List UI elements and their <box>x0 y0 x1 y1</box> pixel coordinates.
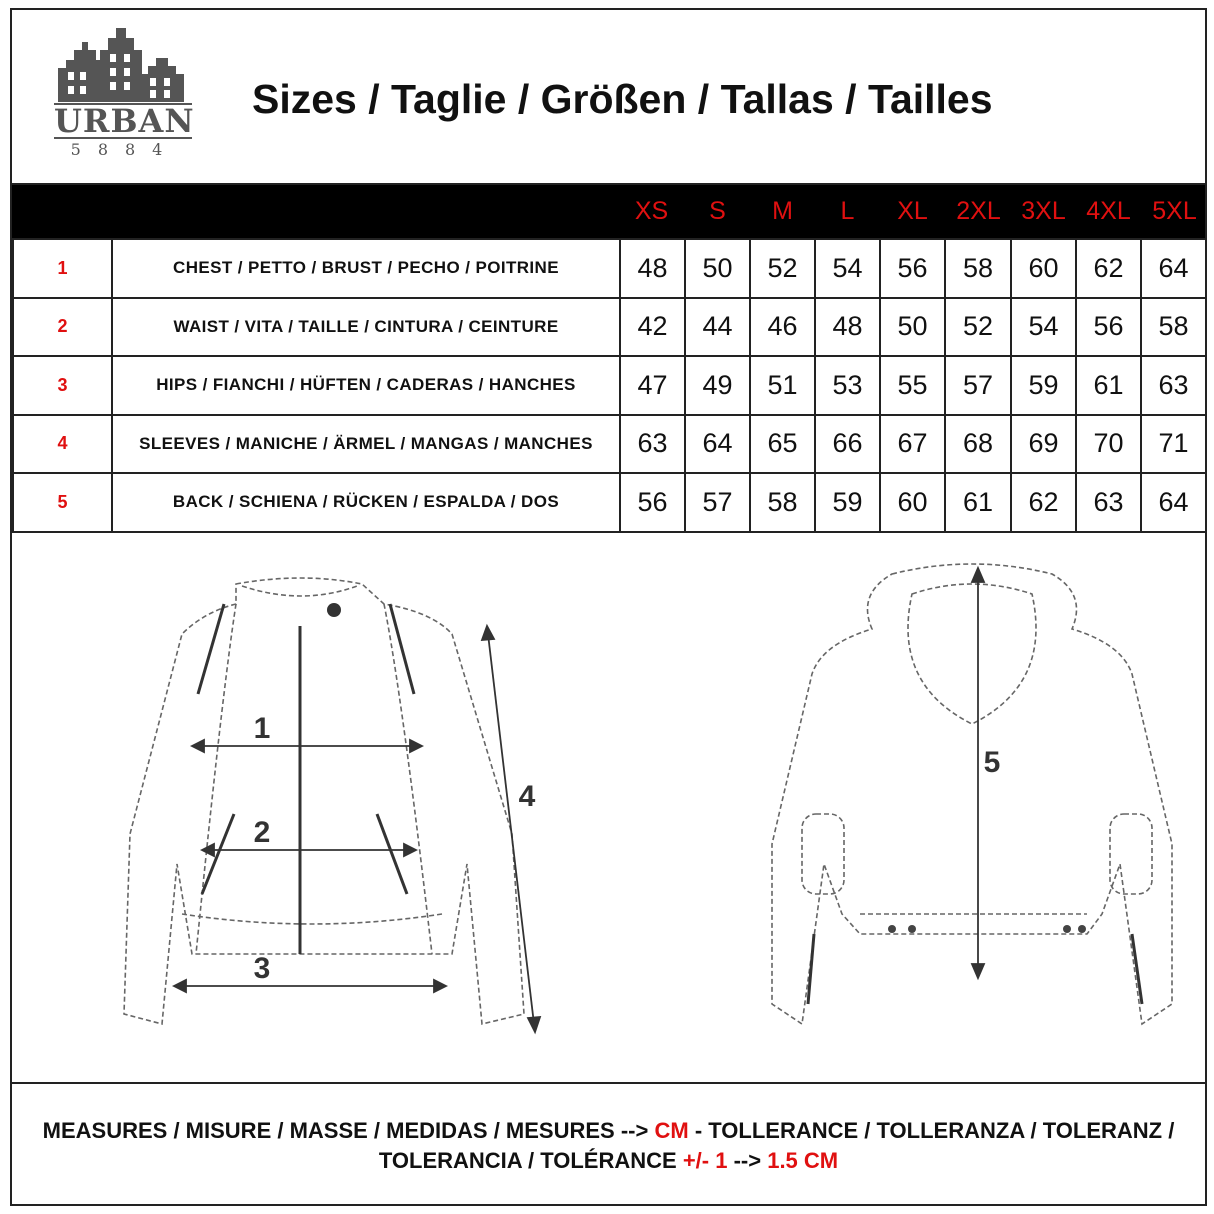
size-label-4xl: 4XL <box>1086 197 1131 225</box>
measure-value: 63 <box>1141 356 1206 415</box>
measure-value: 70 <box>1076 415 1141 474</box>
measure-value: 56 <box>880 239 945 298</box>
measure-value: 48 <box>620 239 685 298</box>
measure-value: 55 <box>880 356 945 415</box>
measure-value: 51 <box>750 356 815 415</box>
size-label-m: M <box>772 197 793 225</box>
measure-label: SLEEVES / MANICHE / ÄRMEL / MANGAS / MANCHES <box>112 415 620 474</box>
footer-tolerance-2: TOLERANCIA / TOLÉRANCE <box>378 1148 677 1173</box>
measure-value: 62 <box>1011 473 1076 532</box>
measure-value: 50 <box>685 239 750 298</box>
row-number: 3 <box>13 356 112 415</box>
measure-value: 65 <box>750 415 815 474</box>
measure-value: 56 <box>1076 298 1141 357</box>
back-jacket-outline <box>772 564 1172 1024</box>
measure-value: 60 <box>1011 239 1076 298</box>
size-label-l: L <box>840 197 855 225</box>
measure-label: WAIST / VITA / TAILLE / CINTURA / CEINTURE <box>112 298 620 357</box>
footer-measures: MEASURES / MISURE / MASSE / MEDIDAS / MESURES --> <box>42 1118 649 1143</box>
measure-label: CHEST / PETTO / BRUST / PECHO / POITRINE <box>112 239 620 298</box>
diagram-label-2: 2 <box>253 816 271 849</box>
size-label-5xl: 5XL <box>1152 197 1197 225</box>
row-number: 1 <box>13 239 112 298</box>
logo-number: 5884 <box>70 140 180 159</box>
size-chart <box>10 8 1207 1206</box>
table-row <box>13 415 1206 474</box>
diagram-label-4: 4 <box>518 780 536 813</box>
header <box>12 10 1205 185</box>
measure-value: 64 <box>1141 473 1206 532</box>
diagram-label-5: 5 <box>983 746 1001 779</box>
size-label-s: S <box>709 197 726 225</box>
measure-label: HIPS / FIANCHI / HÜFTEN / CADERAS / HANCHES <box>112 356 620 415</box>
row-number: 2 <box>13 298 112 357</box>
measure-value: 61 <box>1076 356 1141 415</box>
diagram-label-3: 3 <box>253 952 271 985</box>
table-row <box>13 356 1206 415</box>
row-number: 5 <box>13 473 112 532</box>
measure-value: 42 <box>620 298 685 357</box>
measure-value: 44 <box>685 298 750 357</box>
size-header-bar <box>12 185 1205 238</box>
measure-value: 58 <box>750 473 815 532</box>
measure-value: 52 <box>945 298 1011 357</box>
row-number: 4 <box>13 415 112 474</box>
footer-tol-max: 1.5 CM <box>767 1148 839 1173</box>
measure-value: 68 <box>945 415 1011 474</box>
measure-value: 52 <box>750 239 815 298</box>
measure-value: 56 <box>620 473 685 532</box>
footer-arrow: --> <box>733 1148 762 1173</box>
measure-value: 66 <box>815 415 880 474</box>
size-label-xs: XS <box>634 197 669 225</box>
table-row <box>13 473 1206 532</box>
measure-value: 60 <box>880 473 945 532</box>
measure-value: 49 <box>685 356 750 415</box>
front-jacket-outline <box>124 578 524 1024</box>
measure-value: 59 <box>815 473 880 532</box>
measure-value: 47 <box>620 356 685 415</box>
measure-value: 50 <box>880 298 945 357</box>
measure-value: 57 <box>945 356 1011 415</box>
measure-value: 48 <box>815 298 880 357</box>
measure-value: 64 <box>685 415 750 474</box>
jacket-diagrams <box>12 534 1205 1084</box>
measure-value: 54 <box>815 239 880 298</box>
brand-logo <box>44 20 202 164</box>
footer-tol-value: +/- 1 <box>682 1148 728 1173</box>
measure-value: 54 <box>1011 298 1076 357</box>
measure-value: 46 <box>750 298 815 357</box>
measure-value: 59 <box>1011 356 1076 415</box>
size-label-xl: XL <box>897 197 928 225</box>
size-label-2xl: 2XL <box>956 197 1001 225</box>
logo-word: URBAN <box>54 102 195 140</box>
measure-value: 62 <box>1076 239 1141 298</box>
measure-value: 63 <box>1076 473 1141 532</box>
table-row <box>13 298 1206 357</box>
measure-value: 53 <box>815 356 880 415</box>
table-row <box>13 239 1206 298</box>
measure-value: 61 <box>945 473 1011 532</box>
size-label-3xl: 3XL <box>1021 197 1066 225</box>
footer-tolerance: - TOLLERANCE / TOLLERANZA / TOLERANZ / <box>694 1118 1175 1143</box>
measurements-table <box>12 238 1207 533</box>
footer-note <box>12 1086 1205 1204</box>
measure-value: 57 <box>685 473 750 532</box>
measure-label: BACK / SCHIENA / RÜCKEN / ESPALDA / DOS <box>112 473 620 532</box>
measure-value: 69 <box>1011 415 1076 474</box>
diagram-label-1: 1 <box>253 712 271 745</box>
jacket-illustration <box>12 534 1205 1082</box>
measure-value: 58 <box>1141 298 1206 357</box>
measure-value: 64 <box>1141 239 1206 298</box>
footer-unit: CM <box>654 1118 689 1143</box>
measure-value: 58 <box>945 239 1011 298</box>
page-title: Sizes / Taglie / Größen / Tallas / Tailles <box>252 76 993 122</box>
measure-value: 71 <box>1141 415 1206 474</box>
measure-value: 67 <box>880 415 945 474</box>
measure-value: 63 <box>620 415 685 474</box>
